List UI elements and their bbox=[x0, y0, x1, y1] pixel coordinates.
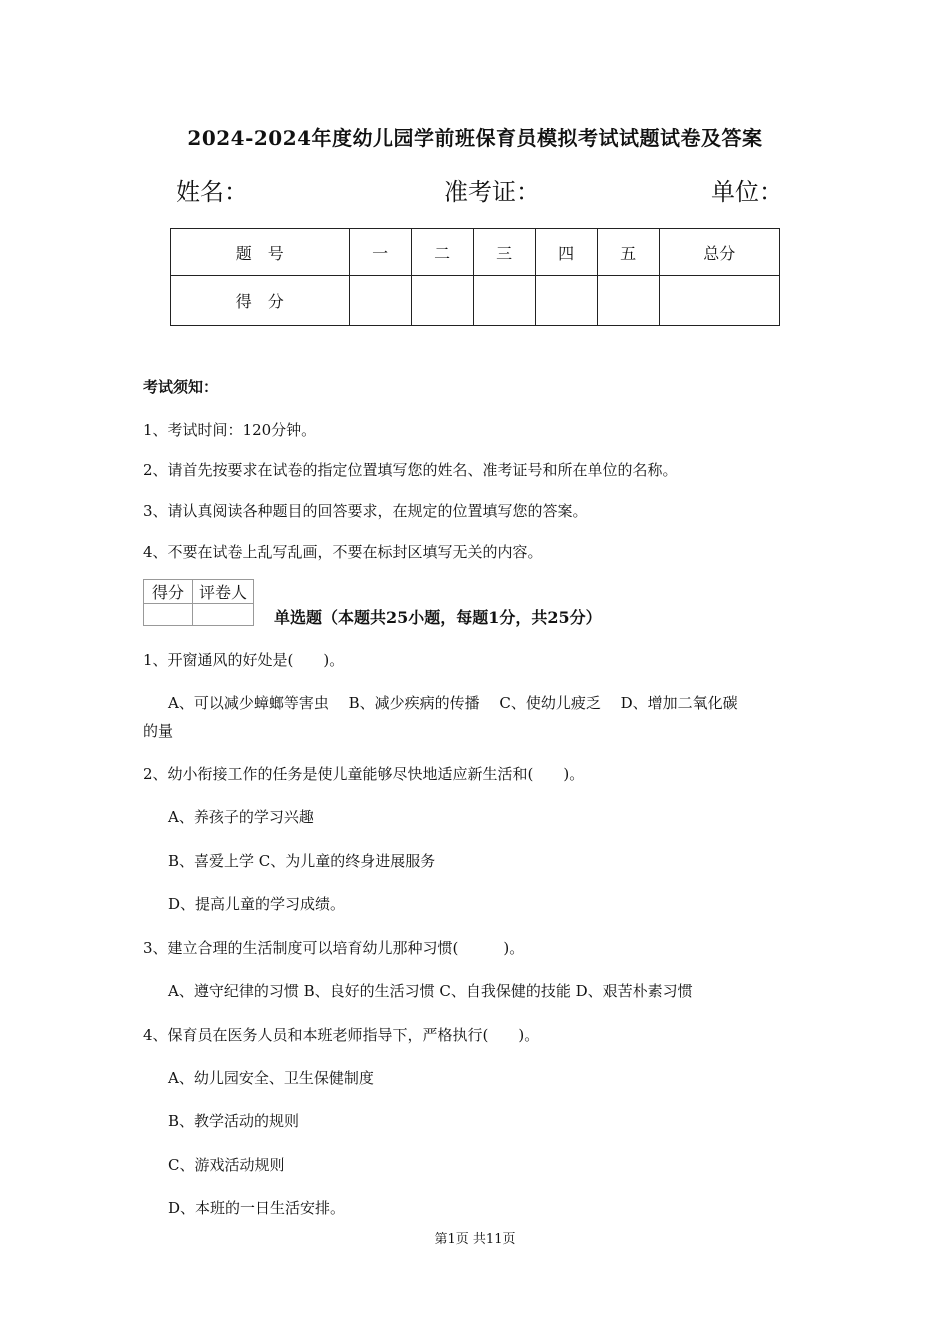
score-table-header-row bbox=[171, 229, 780, 276]
notice-title: 考试须知： bbox=[143, 378, 219, 396]
score-table bbox=[170, 228, 780, 326]
question-options-wrap: 的量 bbox=[143, 722, 174, 740]
question-option: A、养孩子的学习兴趣 bbox=[168, 808, 314, 826]
page-footer: 第1页 共11页 bbox=[434, 1232, 516, 1247]
grader-score-label: 得分 bbox=[144, 580, 193, 604]
grader-reviewer-label: 评卷人 bbox=[193, 580, 254, 604]
score-header-cell: 三 bbox=[473, 229, 535, 276]
score-header-cell: 一 bbox=[349, 229, 411, 276]
question-options: A、可以减少蟑螂等害虫 B、减少疾病的传播 C、使幼儿疲乏 D、增加二氧化碳 bbox=[168, 694, 738, 712]
score-cell bbox=[597, 276, 659, 326]
question-option: B、教学活动的规则 bbox=[168, 1112, 300, 1130]
score-cell bbox=[411, 276, 473, 326]
score-header-cell: 二 bbox=[411, 229, 473, 276]
score-cell bbox=[659, 276, 779, 326]
question-option: A、遵守纪律的习惯 B、良好的生活习惯 C、自我保健的技能 D、艰苦朴素习惯 bbox=[168, 982, 693, 1000]
score-header-cell: 五 bbox=[597, 229, 659, 276]
notice-item: 4、不要在试卷上乱写乱画，不要在标封区填写无关的内容。 bbox=[143, 543, 543, 561]
question-stem: 4、保育员在医务人员和本班老师指导下，严格执行( )。 bbox=[143, 1026, 540, 1044]
question-option: D、提高儿童的学习成绩。 bbox=[168, 895, 346, 913]
page-title: 2024-2024年度幼儿园学前班保育员模拟考试试题试卷及答案 bbox=[187, 126, 763, 150]
question-option: C、游戏活动规则 bbox=[168, 1156, 285, 1174]
question-option: A、幼儿园安全、卫生保健制度 bbox=[168, 1069, 374, 1087]
grader-box bbox=[143, 579, 254, 626]
score-table-score-row bbox=[171, 276, 780, 326]
exam-number-field-label: 准考证： bbox=[444, 178, 540, 206]
score-header-cell: 四 bbox=[535, 229, 597, 276]
section-title: 单选题（本题共25小题，每题1分，共25分） bbox=[274, 608, 602, 627]
score-cell bbox=[349, 276, 411, 326]
score-header-cell: 总分 bbox=[659, 229, 779, 276]
grader-reviewer-cell bbox=[193, 604, 254, 626]
notice-item: 1、考试时间：120分钟。 bbox=[143, 421, 317, 439]
question-stem: 1、开窗通风的好处是( )。 bbox=[143, 651, 345, 669]
question-stem: 2、幼小衔接工作的任务是使儿童能够尽快地适应新生活和( )。 bbox=[143, 765, 585, 783]
grader-score-cell bbox=[144, 604, 193, 626]
notice-item: 2、请首先按要求在试卷的指定位置填写您的姓名、准考证号和所在单位的名称。 bbox=[143, 461, 678, 479]
question-stem: 3、建立合理的生活制度可以培育幼儿那种习惯( )。 bbox=[143, 939, 525, 957]
score-row-label: 得 分 bbox=[171, 276, 350, 326]
name-field-label: 姓名： bbox=[176, 178, 248, 206]
question-option: B、喜爱上学 C、为儿童的终身进展服务 bbox=[168, 852, 436, 870]
unit-field-label: 单位： bbox=[711, 178, 783, 206]
notice-item: 3、请认真阅读各种题目的回答要求，在规定的位置填写您的答案。 bbox=[143, 502, 588, 520]
question-option: D、本班的一日生活安排。 bbox=[168, 1199, 346, 1217]
score-cell bbox=[535, 276, 597, 326]
score-header-cell: 题 号 bbox=[171, 229, 350, 276]
score-cell bbox=[473, 276, 535, 326]
